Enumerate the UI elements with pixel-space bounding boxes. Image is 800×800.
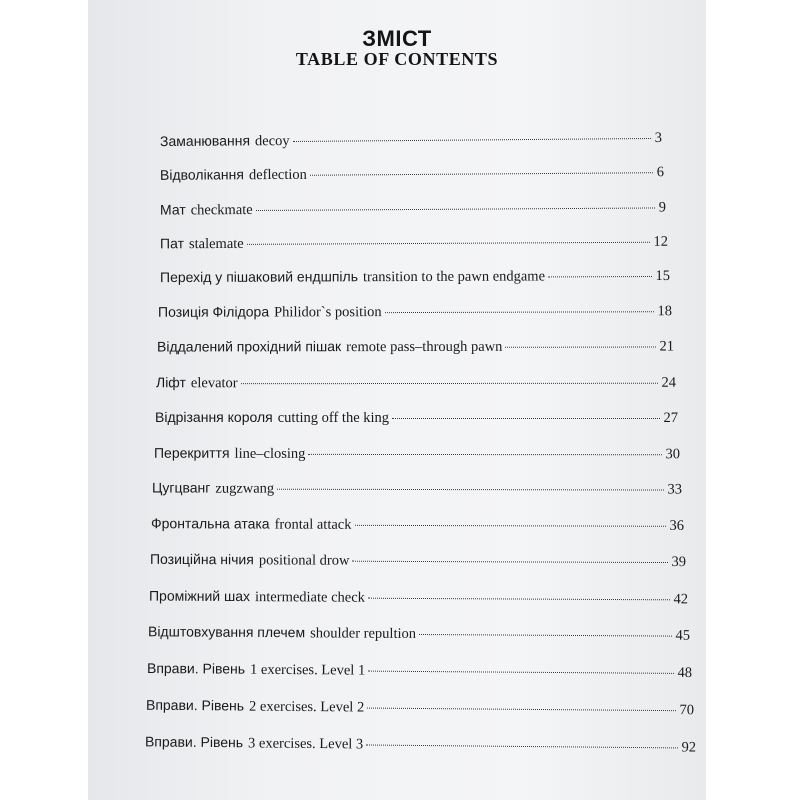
toc-entry [152,479,682,498]
toc-entry [148,623,690,644]
dot-leader [368,671,673,674]
table-of-contents [88,0,706,800]
toc-entry-title-en: transition to the pawn endgame [362,268,546,286]
toc-entry [160,267,670,287]
toc-entry-title-en: frontal attack [274,516,352,533]
book-page [88,0,706,800]
toc-entry-title-ua: Відштовхування плечем [147,623,306,641]
toc-entry-title-ua: Заманювання [159,132,251,150]
toc-entry-page-number: 9 [658,199,667,216]
toc-entry-title-ua: Ліфт [155,374,186,391]
toc-entry-title-en: 2 exercises. Level 2 [249,698,365,716]
toc-entry-title-ua: Віддалений прохідний пішак [156,338,342,355]
toc-entry-title-en: Philidor`s position [274,304,382,321]
toc-entry-title-ua: Вправи. Рівень [144,733,244,751]
dot-leader [354,525,665,527]
toc-entry-title-en: 3 exercises. Level 3 [248,735,364,753]
dot-leader [310,172,653,176]
toc-entry [160,198,666,219]
dot-leader [367,708,675,712]
toc-entry-title-ua: Проміжний шах [148,587,251,605]
toc-entry-title-ua: Відрізання короля [155,409,273,425]
toc-entry-title-en: positional drow [258,552,350,569]
dot-leader [385,311,654,313]
toc-entry [154,445,680,464]
toc-entry-title-ua: Позиційна нічия [149,550,254,568]
toc-entry-title-en: checkmate [190,202,253,219]
toc-entry-title-en: deflection [248,166,307,184]
toc-entry-title-en: cutting off the king [277,410,390,426]
toc-entry-title-ua: Позиція Філідора [157,303,270,320]
dot-leader [308,454,661,455]
toc-entry-title-en: intermediate check [254,589,365,606]
dot-leader [247,242,650,245]
dot-leader [368,598,670,601]
dot-leader [419,634,671,637]
toc-entry-page-number: 45 [675,627,691,644]
toc-entry-page-number: 30 [665,446,681,463]
toc-entry-title-en: elevator [190,375,238,392]
toc-entry-page-number: 6 [656,164,665,181]
toc-entry-page-number: 3 [654,129,663,146]
dot-leader [352,561,667,563]
toc-entry-title-en: remote pass–through pawn [346,338,503,356]
toc-entry-page-number: 36 [669,517,685,534]
toc-entry [146,697,694,720]
toc-entry-title-en: stalemate [188,235,244,253]
page-subtitle: TABLE OF CONTENTS [295,49,499,69]
toc-entry-title-en: 1 exercises. Level 1 [250,661,366,679]
toc-entry [160,233,668,254]
toc-entry-title-ua: Перехід у пішаковий ендшпіль [159,268,359,286]
toc-entry-title-ua: Вправи. Рівень [145,696,245,714]
toc-entry-page-number: 92 [681,739,697,756]
toc-entry-title-ua: Фронтальна атака [150,515,270,532]
toc-entry [149,588,688,609]
toc-entry-title-en: decoy [254,133,290,150]
toc-entry [158,302,672,322]
toc-entry-page-number: 33 [667,481,683,498]
toc-entry-page-number: 70 [679,702,695,719]
dot-leader [293,138,651,142]
page-title: ЗМІСТ [362,26,432,51]
toc-entry-title-en: zugzwang [215,480,275,497]
toc-entry-page-number: 39 [671,554,687,571]
toc-entry-page-number: 15 [655,267,671,284]
toc-entry-page-number: 18 [657,303,673,320]
dot-leader [366,744,677,748]
toc-entry-title-ua: Вправи. Рівень [146,660,246,677]
dot-leader [241,383,658,384]
dot-leader [392,418,659,419]
toc-entry [147,660,692,682]
toc-entry [156,374,676,393]
toc-entry [151,515,684,535]
toc-entry-title-ua: Перекриття [153,444,230,461]
toc-entry-title-ua: Пат [159,235,184,252]
toc-entry [155,409,678,427]
toc-entry-title-ua: Відволікання [159,166,244,183]
toc-entry-page-number: 27 [663,410,678,426]
toc-entry [160,129,662,151]
dot-leader [548,276,651,277]
dot-leader [256,207,655,211]
toc-entry-page-number: 12 [653,233,669,250]
dot-leader [277,489,663,491]
toc-entry-title-ua: Цугцванг [151,479,211,496]
toc-entry-page-number: 24 [661,374,677,391]
toc-entry [157,337,674,356]
toc-entry [145,733,696,756]
toc-entry-title-ua: Мат [159,201,186,218]
toc-entry [150,551,686,571]
toc-entry-page-number: 48 [677,664,693,681]
toc-entry-title-en: shoulder repultion [310,625,417,642]
toc-entry-page-number: 21 [659,338,675,355]
toc-entry-title-en: line–closing [234,445,306,462]
dot-leader [505,346,655,347]
toc-entry [160,163,664,185]
toc-entry-page-number: 42 [673,591,689,608]
